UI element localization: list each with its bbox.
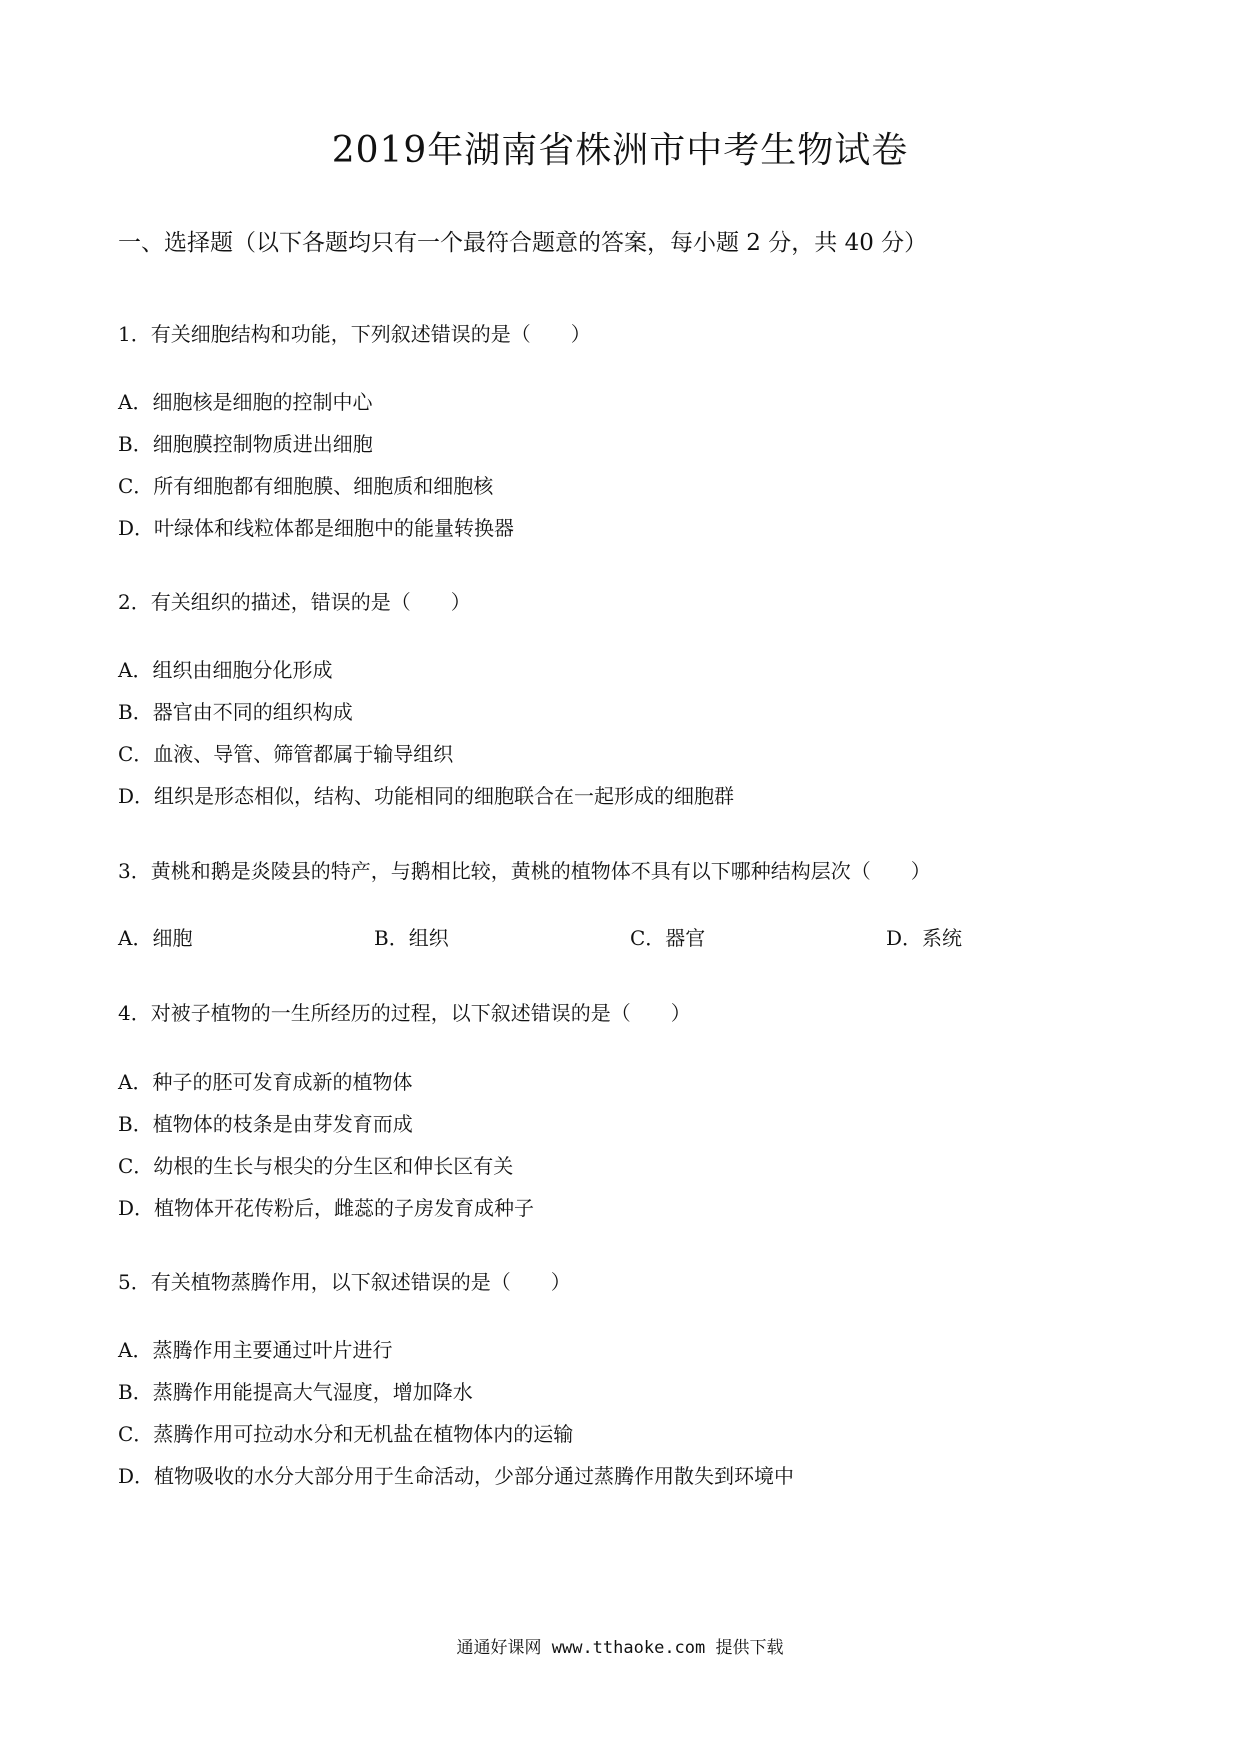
section-heading: 一、选择题（以下各题均只有一个最符合题意的答案，每小题 2 分，共 40 分） [118,230,928,256]
question-2-option-d: D．组织是形态相似，结构、功能相同的细胞联合在一起形成的细胞群 [118,784,735,808]
question-5-option-b: B．蒸腾作用能提高大气湿度，增加降水 [118,1380,473,1404]
question-4-option-b: B．植物体的枝条是由芽发育而成 [118,1112,413,1136]
question-3-stem: 3．黄桃和鹅是炎陵县的特产，与鹅相比较，黄桃的植物体不具有以下哪种结构层次（ ） [118,859,931,883]
question-4-option-d: D．植物体开花传粉后，雌蕊的子房发育成种子 [118,1196,535,1220]
question-1-option-a: A．细胞核是细胞的控制中心 [118,390,373,414]
question-4-option-a: A．种子的胚可发育成新的植物体 [118,1070,413,1094]
question-3-option-b: B．组织 [374,926,449,950]
question-2-option-a: A．组织由细胞分化形成 [118,658,333,682]
question-5-option-a: A．蒸腾作用主要通过叶片进行 [118,1338,393,1362]
question-2-option-b: B．器官由不同的组织构成 [118,700,353,724]
question-4-option-c: C．幼根的生长与根尖的分生区和伸长区有关 [118,1154,514,1178]
question-2-option-c: C．血液、导管、筛管都属于输导组织 [118,742,454,766]
question-5-option-d: D．植物吸收的水分大部分用于生命活动，少部分通过蒸腾作用散失到环境中 [118,1464,795,1488]
page-title: 2019年湖南省株洲市中考生物试卷 [331,130,909,171]
question-5-option-c: C．蒸腾作用可拉动水分和无机盐在植物体内的运输 [118,1422,574,1446]
question-1-stem: 1．有关细胞结构和功能，下列叙述错误的是（ ） [118,322,591,346]
question-2-stem: 2．有关组织的描述，错误的是（ ） [118,590,471,614]
question-4-stem: 4．对被子植物的一生所经历的过程，以下叙述错误的是（ ） [118,1001,691,1025]
page-footer: 通通好课网 www.tthaoke.com 提供下载 [456,1638,784,1658]
question-5-stem: 5．有关植物蒸腾作用，以下叙述错误的是（ ） [118,1270,571,1294]
question-1-option-c: C．所有细胞都有细胞膜、细胞质和细胞核 [118,474,494,498]
question-3-option-d: D．系统 [886,926,963,950]
question-3-option-c: C．器官 [630,926,706,950]
question-1-option-d: D．叶绿体和线粒体都是细胞中的能量转换器 [118,516,515,540]
question-3-option-a: A．细胞 [118,926,193,950]
question-1-option-b: B．细胞膜控制物质进出细胞 [118,432,373,456]
